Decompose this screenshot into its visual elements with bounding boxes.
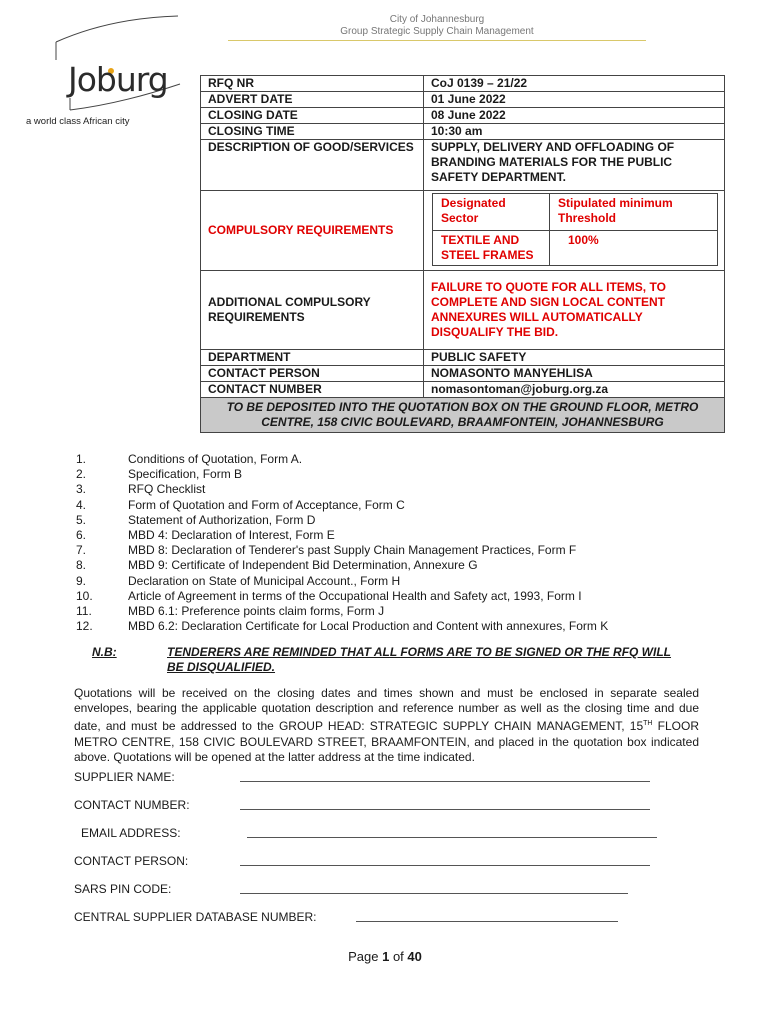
threshold-value: 100% (550, 231, 718, 266)
closing-date-label: CLOSING DATE (201, 108, 424, 124)
contact-number-row (74, 798, 190, 812)
list-item-text: RFQ Checklist (128, 482, 206, 497)
sars-pin-label: SARS PIN CODE: (74, 882, 172, 896)
email-address-label: EMAIL ADDRESS: (81, 826, 181, 840)
nb-key: N.B: (92, 645, 117, 659)
header-org: City of Johannesburg (389, 14, 485, 25)
rfq-row-nr (201, 76, 725, 92)
rfq-row-deposit (201, 398, 725, 433)
rfq-row-compulsory (201, 191, 725, 271)
rfq-row-contact-number (201, 382, 725, 398)
nb-text: TENDERERS ARE REMINDED THAT ALL FORMS ARE TO BE SIGNED OR THE RFQ WILL BE DISQUALIFIED. (167, 645, 672, 674)
list-item-text: MBD 6.2: Declaration Certificate for Local Production and Content with annexures, Form K (128, 619, 609, 634)
csd-number-field[interactable] (356, 921, 618, 922)
advert-date-value: 01 June 2022 (424, 92, 725, 108)
joburg-logo (50, 14, 190, 129)
list-item-number: 11. (76, 604, 92, 619)
list-item-number: 2. (76, 467, 87, 482)
list-item-number: 5. (76, 512, 87, 527)
closing-time-value: 10:30 am (424, 124, 725, 140)
rfq-row-advert (201, 92, 725, 108)
page-of: of (392, 949, 404, 964)
rfq-row-additional (201, 271, 725, 350)
department-label: DEPARTMENT (201, 350, 424, 366)
designated-sector-header: Designated Sector (433, 194, 550, 231)
page-current: 1 (382, 949, 390, 964)
rfq-nr-label: RFQ NR (201, 76, 424, 92)
list-item (76, 482, 608, 497)
list-item (76, 589, 608, 604)
sars-pin-row (74, 882, 171, 896)
contact-email-link[interactable]: nomasontoman@joburg.org.za (424, 382, 725, 398)
description-value: SUPPLY, DELIVERY AND OFFLOADING OF BRANDING MATERIALS FOR THE PUBLIC SAFETY DEPARTMENT. (424, 140, 725, 191)
sector-value: TEXTILE AND STEEL FRAMES (433, 231, 550, 266)
header-dept: Group Strategic Supply Chain Management (340, 26, 534, 37)
contact-person-field[interactable] (240, 865, 650, 866)
paragraph-sup: TH (643, 720, 653, 728)
list-item-text: MBD 6.1: Preference points claim forms, Form J (128, 604, 385, 619)
sars-pin-field[interactable] (240, 893, 628, 894)
list-item-number: 7. (76, 543, 87, 558)
list-item (76, 528, 608, 543)
contact-number-field-label: CONTACT NUMBER: (74, 798, 190, 812)
description-label: DESCRIPTION OF GOOD/SERVICES (201, 140, 424, 191)
supplier-name-row (74, 770, 175, 784)
list-item-number: 4. (76, 497, 87, 512)
list-item-text: Form of Quotation and Form of Acceptance, Form C (128, 497, 405, 512)
paragraph-text-2: FLOOR METRO CENTRE, 158 CIVIC BOULEVARD STREET, BRAAMFONTEIN, and placed in the quotation box indicated above. Quotations will be opened at the latter address at the time indicated. (74, 719, 699, 764)
rfq-row-department (201, 350, 725, 366)
submission-paragraph (74, 686, 699, 765)
list-item-number: 10. (76, 588, 93, 603)
advert-date-label: ADVERT DATE (201, 92, 424, 108)
list-item (76, 467, 608, 482)
logo-wordmark: Joburg (68, 60, 168, 99)
list-item-text: MBD 8: Declaration of Tenderer's past Supply Chain Management Practices, Form F (128, 543, 577, 558)
rfq-row-contact-person (201, 366, 725, 382)
compulsory-label: COMPULSORY REQUIREMENTS (201, 191, 424, 271)
page-word: Page (348, 949, 379, 964)
requirements-list (76, 452, 608, 634)
page-header (228, 14, 646, 38)
compulsory-inner-table (432, 193, 718, 266)
supplier-name-field[interactable] (240, 781, 650, 782)
list-item-text: MBD 4: Declaration of Interest, Form E (128, 528, 335, 543)
page-footer (0, 949, 770, 964)
csd-number-row (74, 910, 317, 924)
contact-person-value: NOMASONTO MANYEHLISA (424, 366, 725, 382)
list-item-text: Article of Agreement in terms of the Occupational Health and Safety act, 1993, Form I (128, 588, 582, 603)
list-item (76, 452, 608, 467)
rfq-info-table (200, 75, 725, 433)
header-rule (228, 40, 646, 41)
logo-tagline: a world class African city (26, 116, 130, 127)
list-item-number: 3. (76, 482, 87, 497)
additional-value: FAILURE TO QUOTE FOR ALL ITEMS, TO COMPLETE AND SIGN LOCAL CONTENT ANNEXURES WILL AUTOMATICALLY DISQUALIFY THE BID. (424, 271, 725, 350)
list-item (76, 574, 608, 589)
rfq-row-closing-date (201, 108, 725, 124)
rfq-nr-value: CoJ 0139 – 21/22 (424, 76, 725, 92)
list-item (76, 619, 608, 634)
deposit-note: TO BE DEPOSITED INTO THE QUOTATION BOX ON THE GROUND FLOOR, METRO CENTRE, 158 CIVIC BOULEVARD, BRAAMFONTEIN, JOHANNESBURG (201, 398, 725, 433)
rfq-row-closing-time (201, 124, 725, 140)
closing-time-label: CLOSING TIME (201, 124, 424, 140)
list-item-text: MBD 9: Certificate of Independent Bid Determination, Annexure G (128, 558, 478, 573)
list-item-text: Declaration on State of Municipal Account., Form H (128, 573, 401, 588)
rfq-row-description (201, 140, 725, 191)
list-item-number: 1. (76, 452, 87, 466)
email-address-field[interactable] (247, 837, 657, 838)
paragraph-text-1: Quotations will be received on the closing dates and times shown and must be enclosed in separate sealed envelopes, bearing the applicable quotation description and reference number as well as the closing time and due date, and must be addressed to the GROUP HEAD: STRATEGIC SUPPLY CHAIN MANAGEMENT, 15 (74, 686, 699, 734)
list-item-number: 9. (76, 573, 87, 588)
list-item (76, 558, 608, 573)
email-address-row (81, 826, 181, 840)
contact-number-field[interactable] (240, 809, 650, 810)
csd-number-label: CENTRAL SUPPLIER DATABASE NUMBER: (74, 910, 317, 924)
department-value: PUBLIC SAFETY (424, 350, 725, 366)
list-item (76, 604, 608, 619)
list-item (76, 498, 608, 513)
supplier-name-label: SUPPLIER NAME: (74, 770, 175, 784)
contact-person-row (74, 854, 188, 868)
contact-number-label: CONTACT NUMBER (201, 382, 424, 398)
additional-label: ADDITIONAL COMPULSORY REQUIREMENTS (201, 271, 424, 350)
threshold-header: Stipulated minimum Threshold (550, 194, 718, 231)
list-item-text: Specification, Form B (128, 467, 243, 482)
contact-person-label: CONTACT PERSON (201, 366, 424, 382)
contact-person-field-label: CONTACT PERSON: (74, 854, 189, 868)
list-item-number: 12. (76, 619, 93, 634)
page-total: 40 (407, 949, 422, 964)
list-item-number: 6. (76, 528, 87, 543)
list-item (76, 513, 608, 528)
list-item (76, 543, 608, 558)
list-item-number: 8. (76, 558, 87, 573)
list-item-text: Conditions of Quotation, Form A. (128, 452, 303, 466)
closing-date-value: 08 June 2022 (424, 108, 725, 124)
list-item-text: Statement of Authorization, Form D (128, 512, 316, 527)
